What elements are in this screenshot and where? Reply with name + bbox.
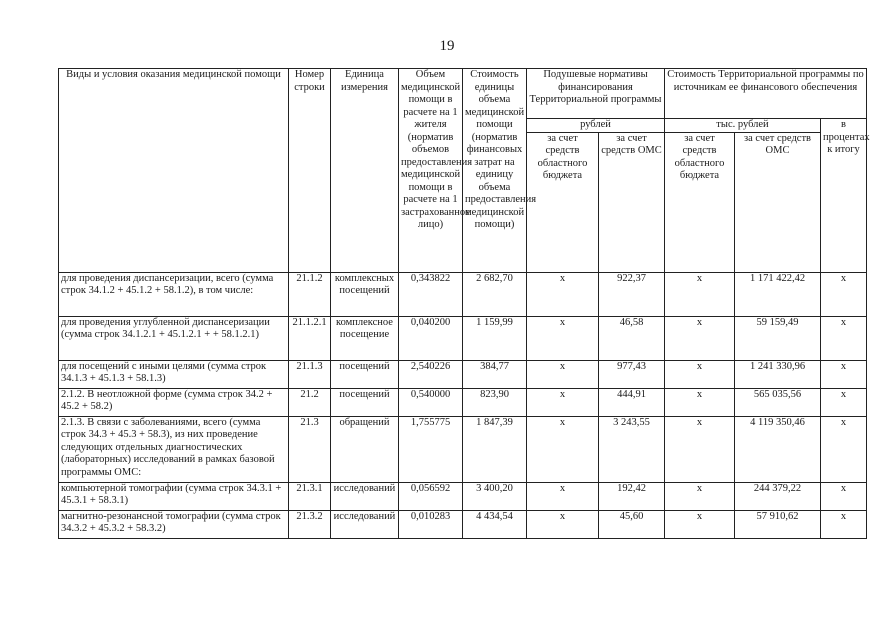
row-pc-oms: 46,58	[599, 316, 665, 360]
row-pct: x	[821, 388, 867, 416]
row-volume: 0,040200	[399, 316, 463, 360]
row-pc-budget: x	[527, 482, 599, 510]
header-total: Стоимость Территориальной программы по источникам ее финансового обеспечения	[665, 69, 867, 119]
row-pc-budget: x	[527, 316, 599, 360]
row-cost: 2 682,70	[463, 272, 527, 316]
header-unit-rub: рублей	[527, 119, 665, 133]
table-row	[59, 388, 867, 416]
row-pct: x	[821, 482, 867, 510]
header-unit: Единица измерения	[331, 69, 399, 273]
row-volume: 0,343822	[399, 272, 463, 316]
header-pc-budget: за счет средств областного бюджета	[527, 132, 599, 272]
row-pct: x	[821, 416, 867, 482]
row-t-budget: x	[665, 510, 735, 538]
row-cost: 4 434,54	[463, 510, 527, 538]
header-pc-oms: за счет средств ОМС	[599, 132, 665, 272]
row-line: 21.1.2.1	[289, 316, 331, 360]
header-unit-thous: тыс. рублей	[665, 119, 821, 133]
row-pc-oms: 977,43	[599, 360, 665, 388]
row-unit: исследований	[331, 510, 399, 538]
row-cost: 1 159,99	[463, 316, 527, 360]
row-pc-oms: 3 243,55	[599, 416, 665, 482]
row-cost: 3 400,20	[463, 482, 527, 510]
row-t-budget: x	[665, 482, 735, 510]
row-unit: исследований	[331, 482, 399, 510]
row-name: 2.1.3. В связи с заболеваниями, всего (сумма строк 34.3 + 45.3 + 58.3), из них проведение следующих отдельных диагностических (лабораторных) исследований в рамках базовой программы ОМС:	[59, 416, 289, 482]
header-type: Виды и условия оказания медицинской помощи	[59, 69, 289, 273]
row-volume: 2,540226	[399, 360, 463, 388]
row-name: для проведения углубленной диспансеризации (сумма строк 34.1.2.1 + 45.1.2.1 + + 58.1.2.1)	[59, 316, 289, 360]
header-t-budget: за счет средств областного бюджета	[665, 132, 735, 272]
table-row	[59, 416, 867, 482]
row-pc-budget: x	[527, 510, 599, 538]
table-row	[59, 316, 867, 360]
row-line: 21.1.3	[289, 360, 331, 388]
table-row	[59, 482, 867, 510]
row-t-oms: 244 379,22	[735, 482, 821, 510]
header-percent: в процентах к итогу	[821, 119, 867, 273]
row-pc-oms: 45,60	[599, 510, 665, 538]
row-pc-oms: 192,42	[599, 482, 665, 510]
row-unit: обращений	[331, 416, 399, 482]
row-unit: посещений	[331, 388, 399, 416]
page-number: 19	[439, 38, 455, 54]
row-cost: 1 847,39	[463, 416, 527, 482]
row-volume: 0,540000	[399, 388, 463, 416]
row-pc-budget: x	[527, 360, 599, 388]
row-unit: комплексное посещение	[331, 316, 399, 360]
row-line: 21.1.2	[289, 272, 331, 316]
row-pct: x	[821, 510, 867, 538]
row-pct: x	[821, 360, 867, 388]
row-t-oms: 4 119 350,46	[735, 416, 821, 482]
row-name: компьютерной томографии (сумма строк 34.3.1 + 45.3.1 + 58.3.1)	[59, 482, 289, 510]
row-t-budget: x	[665, 272, 735, 316]
row-volume: 0,010283	[399, 510, 463, 538]
row-t-budget: x	[665, 416, 735, 482]
row-pc-oms: 922,37	[599, 272, 665, 316]
header-t-oms: за счет средств ОМС	[735, 132, 821, 272]
header-line: Номер строки	[289, 69, 331, 273]
row-name: магнитно-резонансной томографии (сумма строк 34.3.2 + 45.3.2 + 58.3.2)	[59, 510, 289, 538]
table-row	[59, 272, 867, 316]
row-pct: x	[821, 316, 867, 360]
table-row	[59, 360, 867, 388]
row-pc-budget: x	[527, 272, 599, 316]
header-volume: Объем медицинской помощи в расчете на 1 жителя (норматив объемов предоставления медицинской помощи в расчете на 1 застрахованное лицо)	[399, 69, 463, 273]
row-name: 2.1.2. В неотложной форме (сумма строк 34.2 + 45.2 + 58.2)	[59, 388, 289, 416]
header-cost: Стоимость единицы объема медицинской помощи (норматив финансовых затрат на единицу объема предоставления медицинской помощи)	[463, 69, 527, 273]
row-pct: x	[821, 272, 867, 316]
row-line: 21.3	[289, 416, 331, 482]
row-unit: комплексных посещений	[331, 272, 399, 316]
financing-table	[58, 68, 870, 539]
row-pc-budget: x	[527, 388, 599, 416]
row-t-budget: x	[665, 360, 735, 388]
row-cost: 384,77	[463, 360, 527, 388]
table-row	[59, 510, 867, 538]
row-volume: 1,755775	[399, 416, 463, 482]
row-t-oms: 565 035,56	[735, 388, 821, 416]
row-volume: 0,056592	[399, 482, 463, 510]
row-t-oms: 1 171 422,42	[735, 272, 821, 316]
row-pc-oms: 444,91	[599, 388, 665, 416]
row-line: 21.3.2	[289, 510, 331, 538]
row-t-oms: 57 910,62	[735, 510, 821, 538]
row-name: для посещений с иными целями (сумма строк 34.1.3 + 45.1.3 + 58.1.3)	[59, 360, 289, 388]
row-line: 21.2	[289, 388, 331, 416]
header-per-capita: Подушевые нормативы финансирования Территориальной программы	[527, 69, 665, 119]
row-unit: посещений	[331, 360, 399, 388]
row-pc-budget: x	[527, 416, 599, 482]
row-t-budget: x	[665, 316, 735, 360]
row-t-oms: 59 159,49	[735, 316, 821, 360]
row-t-oms: 1 241 330,96	[735, 360, 821, 388]
row-t-budget: x	[665, 388, 735, 416]
row-line: 21.3.1	[289, 482, 331, 510]
row-cost: 823,90	[463, 388, 527, 416]
row-name: для проведения диспансеризации, всего (сумма строк 34.1.2 + 45.1.2 + 58.1.2), в том числе:	[59, 272, 289, 316]
